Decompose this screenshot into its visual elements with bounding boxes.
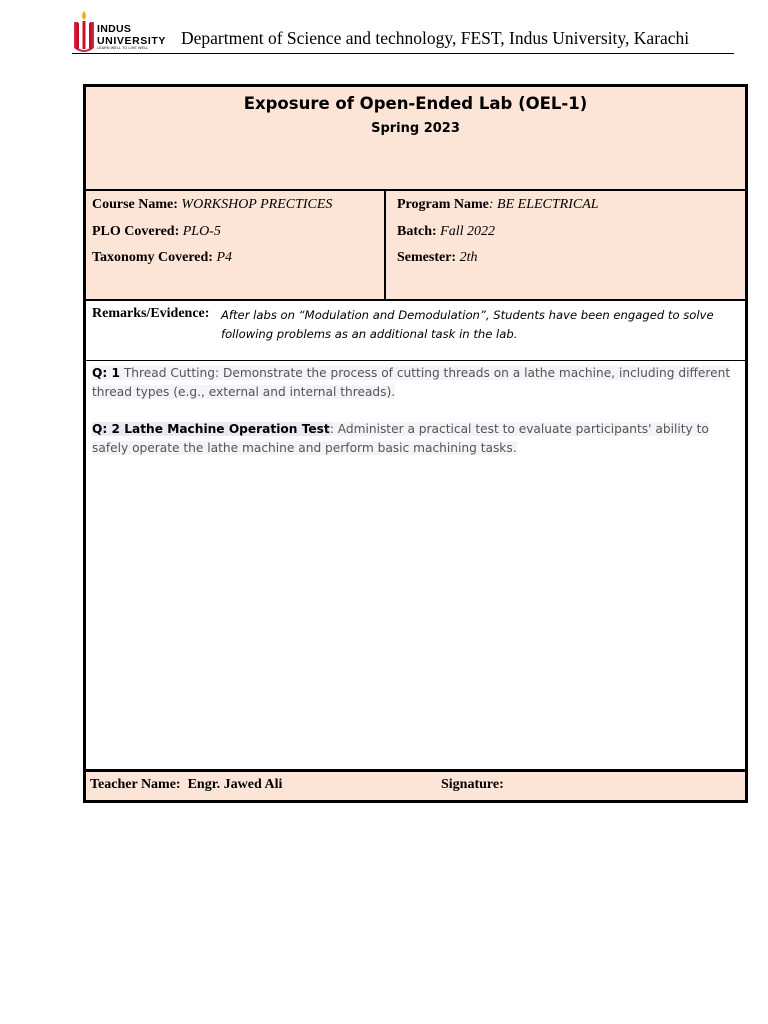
form-title: Exposure of Open-Ended Lab (OEL-1)	[243, 94, 588, 113]
course-info-right	[386, 191, 745, 299]
department-title: Department of Science and technology, FEST, Indus University, Karachi	[181, 28, 690, 48]
plo-label: PLO Covered:	[92, 224, 180, 239]
footer-section	[86, 769, 745, 800]
program-name-label: Program Name	[397, 197, 489, 212]
remarks-text: After labs on “Modulation and Demodulation”, Students have been engaged to solve following problems as an additional task in the lab.	[221, 308, 714, 341]
logo-tagline: LEARN WELL TO LIVE WELL	[97, 46, 149, 50]
course-info-left	[86, 191, 386, 299]
program-name-value: : BE ELECTRICAL	[488, 197, 599, 212]
logo-line2: UNIVERSITY	[97, 34, 167, 47]
batch-row	[397, 224, 495, 240]
university-logo-icon	[72, 10, 96, 52]
question-1	[92, 364, 737, 402]
remarks-label: Remarks/Evidence:	[92, 306, 210, 321]
batch-label: Batch:	[397, 224, 437, 239]
plo-row	[92, 224, 221, 240]
question-1-label: Q: 1	[92, 366, 120, 380]
plo-value: PLO-5	[182, 224, 221, 239]
question-2-label: Q: 2 Lathe Machine Operation Test	[92, 422, 330, 436]
teacher-name: Teacher Name: Engr. Jawed Ali	[90, 777, 283, 792]
program-name-row	[397, 197, 599, 213]
course-name-row	[92, 197, 332, 213]
semester-value: 2th	[459, 250, 478, 265]
taxonomy-value: P4	[216, 250, 233, 265]
taxonomy-row	[92, 250, 232, 266]
question-2	[92, 420, 737, 458]
semester-label: Semester:	[397, 250, 457, 265]
university-logo	[72, 10, 172, 50]
question-1-text: Thread Cutting: Demonstrate the process of cutting threads on a lathe machine, including different thread types (e.g., external and internal threads).	[92, 366, 731, 399]
taxonomy-label: Taxonomy Covered:	[92, 250, 213, 265]
logo-line1: INDUS	[97, 23, 132, 35]
batch-value: Fall 2022	[440, 224, 496, 239]
title-section	[86, 87, 745, 191]
semester-row	[397, 250, 477, 266]
logo-wordmark	[97, 24, 166, 51]
oel-form	[83, 84, 748, 803]
course-name-value: WORKSHOP PRECTICES	[181, 197, 333, 212]
question-2-text: : Administer a practical test to evaluate participants' ability to safely operate the lathe machine and perform basic machining tasks.	[92, 422, 709, 455]
questions-section	[86, 361, 745, 769]
page-header	[72, 8, 734, 54]
course-name-label: Course Name:	[92, 197, 178, 212]
signature-label: Signature:	[441, 777, 504, 792]
course-info-section	[86, 191, 745, 301]
form-subtitle: Spring 2023	[371, 121, 460, 136]
remarks-section	[86, 301, 745, 361]
